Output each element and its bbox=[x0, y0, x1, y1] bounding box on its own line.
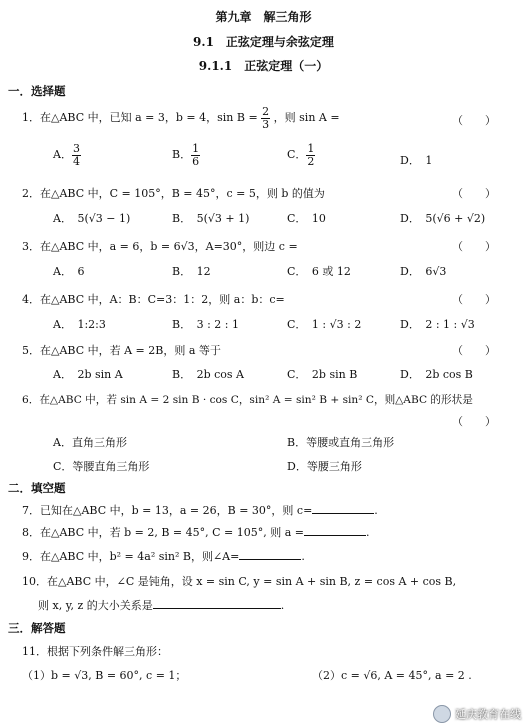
watermark: 延庆教育在线 bbox=[433, 705, 521, 723]
section-title: 9.1 正弦定理与余弦定理 bbox=[193, 35, 334, 49]
question-1: 1．在△ABC 中，已知 a = 3，b = 4，sin B = $\frac{2}{3}$ ，则 sin A = bbox=[22, 105, 340, 131]
question-10-line2: 则 x, y, z 的大小关系是 . bbox=[38, 599, 285, 612]
q1-option-c: C． $\frac{1}{2}$ bbox=[287, 142, 315, 168]
q1-option-a: A． $\frac{3}{4}$ bbox=[53, 142, 80, 168]
q1-option-b: B． $\frac{1}{6}$ bbox=[172, 142, 200, 168]
answer-blank-10 bbox=[153, 608, 281, 609]
question-5: 5．在△ABC 中，若 A = 2B，则 a 等于 bbox=[22, 344, 221, 357]
section-heading-fill: 二．填空题 bbox=[8, 481, 66, 495]
q1-option-d: D． 1 bbox=[400, 154, 433, 167]
q2-option-d: D． 5(√6 + √2) bbox=[400, 212, 486, 225]
subsection-title: 9.1.1 正弦定理（一） bbox=[198, 59, 329, 73]
q2-option-a: A． 5(√3 − 1) bbox=[53, 212, 131, 225]
q2-option-b: B． 5(√3 + 1) bbox=[172, 212, 250, 225]
q4-option-c: C． 1 : √3 : 2 bbox=[287, 318, 362, 331]
q6-option-b: B．等腰或直角三角形 bbox=[287, 436, 395, 449]
answer-paren-6: （ ） bbox=[452, 415, 496, 428]
answer-paren-4: （ ） bbox=[452, 293, 496, 306]
q3-option-c: C． 6 或 12 bbox=[287, 265, 351, 278]
question-8: 8．在△ABC 中，若 b = 2, B = 45°, C = 105°, 则 a = . bbox=[22, 526, 370, 539]
q2-option-c: C． 10 bbox=[287, 212, 326, 225]
q4-option-b: B． 3 : 2 : 1 bbox=[172, 318, 239, 331]
chapter-title: 第九章 解三角形 bbox=[215, 10, 312, 24]
question-11-part-1: （1）b = √3, B = 60°, c = 1； bbox=[22, 669, 187, 682]
answer-paren-2: （ ） bbox=[452, 187, 496, 200]
q5-option-a: A． 2b sin A bbox=[53, 368, 123, 381]
watermark-logo-icon bbox=[433, 705, 451, 723]
question-2: 2．在△ABC 中，C = 105°，B = 45°，c = 5，则 b 的值为 bbox=[22, 187, 325, 200]
q3-option-a: A． 6 bbox=[53, 265, 85, 278]
q3-option-d: D． 6√3 bbox=[400, 265, 447, 278]
section-heading-solve: 三．解答题 bbox=[8, 621, 66, 635]
question-10: 10．在△ABC 中，∠C 是钝角，设 x = sin C, y = sin A + sin B, z = cos A + cos B, bbox=[22, 575, 457, 588]
q6-option-d: D．等腰三角形 bbox=[287, 460, 362, 473]
answer-blank-9 bbox=[239, 559, 301, 560]
question-11-part-2: （2）c = √6, A = 45°, a = 2 . bbox=[312, 669, 472, 682]
question-6: 6．在△ABC 中，若 sin A = 2 sin B · cos C，sin² A = sin² B + sin² C，则△ABC 的形状是 bbox=[22, 394, 473, 406]
q6-option-c: C．等腰直角三角形 bbox=[53, 460, 150, 473]
section-heading-choice: 一．选择题 bbox=[8, 84, 66, 98]
question-7: 7．已知在△ABC 中，b = 13，a = 26，B = 30°，则 c= . bbox=[22, 504, 378, 517]
answer-paren-5: （ ） bbox=[452, 344, 496, 357]
q6-option-a: A．直角三角形 bbox=[53, 436, 127, 449]
q5-option-c: C． 2b sin B bbox=[287, 368, 358, 381]
question-3: 3．在△ABC 中，a = 6，b = 6√3，A=30°，则边 c = bbox=[22, 240, 298, 253]
q3-option-b: B． 12 bbox=[172, 265, 211, 278]
q4-option-a: A． 1:2:3 bbox=[53, 318, 106, 331]
answer-blank-7 bbox=[312, 513, 374, 514]
q5-option-d: D． 2b cos B bbox=[400, 368, 473, 381]
answer-paren-1: （ ） bbox=[452, 114, 496, 127]
question-11: 11．根据下列条件解三角形： bbox=[22, 645, 168, 658]
answer-blank-8 bbox=[304, 535, 366, 536]
q5-option-b: B． 2b cos A bbox=[172, 368, 244, 381]
q4-option-d: D． 2 : 1 : √3 bbox=[400, 318, 475, 331]
fraction: $\frac{2}{3}$ bbox=[262, 105, 270, 131]
question-4: 4．在△ABC 中，A：B：C=3：1：2，则 a：b：c= bbox=[22, 293, 285, 306]
answer-paren-3: （ ） bbox=[452, 240, 496, 253]
question-9: 9．在△ABC 中，b² = 4a² sin² B，则∠A= . bbox=[22, 550, 305, 563]
